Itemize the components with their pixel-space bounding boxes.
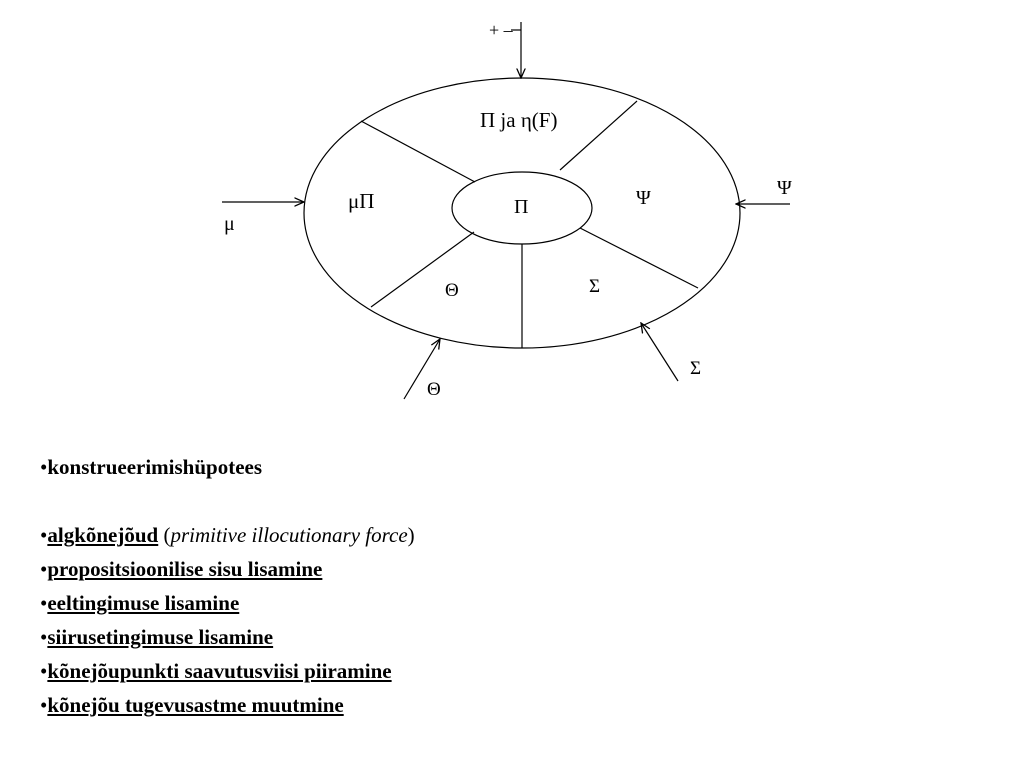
gloss-close: ) [407, 523, 415, 547]
bullet-dot: • [40, 659, 48, 683]
input-label-right: Ψ [777, 177, 792, 199]
bullet-item [40, 620, 1000, 654]
bullet-dot: • [40, 693, 48, 717]
input-label-bottom-left: Θ [427, 379, 441, 400]
bullet-dot: • [40, 557, 48, 581]
segment-label-center: Π [514, 196, 529, 218]
bullet-list [40, 450, 1000, 722]
bullet-item [40, 552, 1000, 586]
bullet-item [40, 688, 1000, 722]
bullet-item [40, 450, 1000, 484]
divider-top-left [361, 121, 475, 182]
arrow-bottom-right [641, 323, 678, 381]
bullet-item [40, 586, 1000, 620]
divider-top-right [560, 101, 637, 170]
bullet-item [40, 654, 1000, 688]
input-label-top: + – [489, 20, 513, 40]
gloss-english-term: primitive illocutionary force [170, 523, 408, 547]
bullet-item [40, 518, 1000, 552]
bullet-term: algkõnejõud [47, 523, 159, 547]
input-label-left: μ [224, 213, 235, 235]
input-label-bottom-right: Σ [690, 358, 702, 379]
bullet-term: kõnejõupunkti saavutusviisi piiramine [47, 659, 392, 683]
bullet-term: siirusetingimuse lisamine [47, 625, 274, 649]
bullet-term: propositsioonilise sisu lisamine [47, 557, 323, 581]
bullet-dot: • [40, 523, 48, 547]
bullet-term: eeltingimuse lisamine [47, 591, 240, 615]
segment-label-bottom-right: Σ [589, 276, 601, 297]
bullet-dot: • [40, 455, 48, 479]
bullet-gloss [158, 523, 414, 547]
segment-label-top: Π ja η(F) [480, 108, 558, 132]
gloss-open: ( [158, 523, 171, 547]
bullet-term: konstrueerimishüpotees [47, 455, 263, 479]
segment-label-right: Ψ [636, 187, 651, 209]
segment-label-bottom-left: Θ [445, 280, 459, 301]
bullet-term: kõnejõu tugevusastme muutmine [47, 693, 344, 717]
segment-label-left: μΠ [348, 189, 375, 213]
bullet-dot: • [40, 625, 48, 649]
bullet-dot: • [40, 591, 48, 615]
